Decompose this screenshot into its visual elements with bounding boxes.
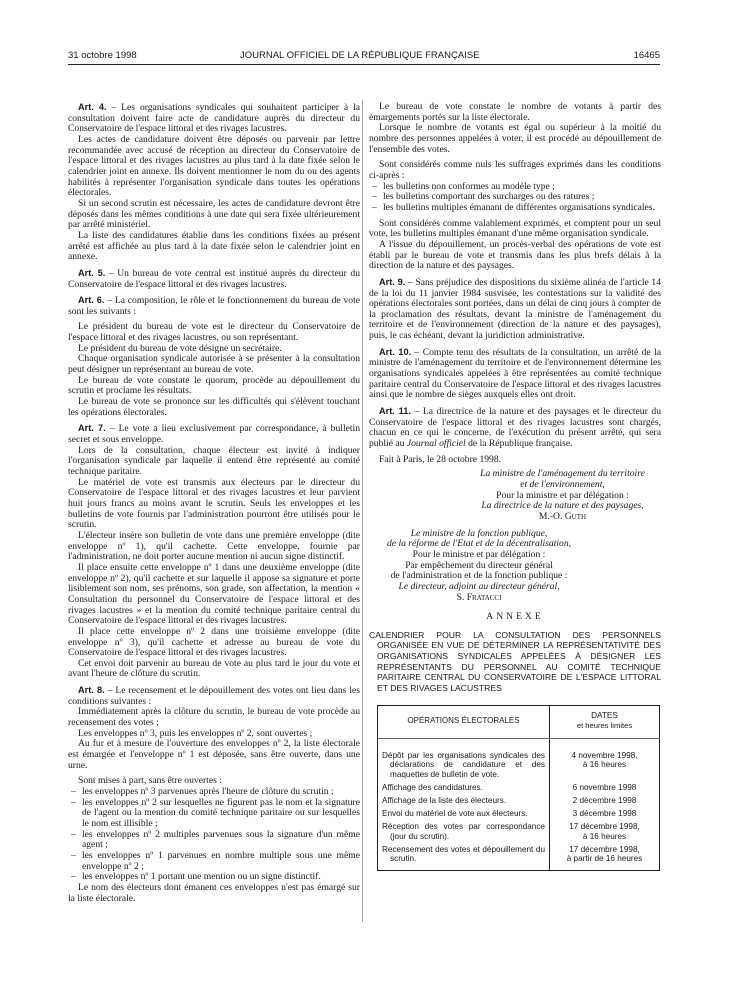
article-10 xyxy=(369,347,661,401)
table-row xyxy=(378,844,660,871)
article-7 xyxy=(68,423,360,680)
article-label: Art. 5. xyxy=(78,267,106,278)
paragraph: Les enveloppes nº 3, puis les enveloppes nº 2, sont ouvertes ; xyxy=(78,727,313,739)
header-journal-title: JOURNAL OFFICIEL DE LA RÉPUBLIQUE FRANÇAISE xyxy=(240,50,480,61)
table-row xyxy=(378,782,660,795)
paragraph: Le nom des électeurs dont émanent ces enveloppes n'est pas émargé sur la liste électorale. xyxy=(68,881,360,904)
operation-cell: Réception des votes par correspondance (jour du scrutin). xyxy=(378,821,550,844)
paragraph: Le bureau de vote constate le quorum, procède au dépouillement du scrutin et proclame les résultats. xyxy=(68,374,360,397)
signatory-name: M.-O. Guth xyxy=(538,510,587,522)
signatory-name: S. Fratacci xyxy=(456,591,502,603)
list-item: – les bulletins non conformes au modèle type ; xyxy=(383,182,661,193)
header-page-number: 16465 xyxy=(633,50,660,61)
signatory-title: Le ministre de la fonction publique, xyxy=(410,527,548,539)
signatory-title: et de l'environnement, xyxy=(520,479,605,490)
paragraph: L'électeur insère son bulletin de vote dans une première enveloppe (dite enveloppe nº 1), qu'il cachette. Cette enveloppe, fournie par l'administration, ne doit porter aucune mention ni aucun signe distinctif. xyxy=(68,529,360,563)
article-11 xyxy=(369,406,661,450)
paragraph: – Le recensement et le dépouillement des votes ont lieu dans les conditions suivantes : xyxy=(68,685,361,707)
paragraph: – Le vote a lieu exclusivement par correspondance, à bulletin secret et sous enveloppe. xyxy=(68,423,360,446)
table-header-row xyxy=(378,706,660,738)
article-label: Art. 11. xyxy=(379,406,411,417)
article-6 xyxy=(68,295,360,418)
date-value: 4 novembre 1998, xyxy=(571,750,638,760)
operation-cell: Affichage de la liste des électeurs. xyxy=(378,795,550,808)
paragraph: Lorsque le nombre de votants est égal ou supérieur à la moitié du nombre des personnes appelées à voter, il est procédé au dépouillement de l'ensemble des votes. xyxy=(369,122,661,155)
article-8 xyxy=(68,685,360,904)
annexe-title: ANNEXE xyxy=(486,611,544,623)
left-column xyxy=(68,102,360,904)
article-label: Art. 6. xyxy=(78,295,105,306)
article-label: Art. 4. xyxy=(78,102,107,112)
signature-block-ministre-amenagement xyxy=(464,469,661,522)
article-9 xyxy=(369,277,661,342)
list-item: – les enveloppes nº 2 sur lesquelles ne figurent pas le nom et la signature de l'agent ou la mention du comité technique paritaire ou sur lesquelles le nom est illisible ; xyxy=(82,798,360,830)
paragraph: – Sans préjudice des dispositions du sixième alinéa de l'article 14 de la loi du 11 janvier 1984 susvisée, les contestations sur la validité des opérations électorales sont portées, dans un délai de cinq jours à compter de la proclamation des résultats, devant la ministre de l'aménagement du territoire et de l'environnement (direction de la nature et des paysages), puis, le cas échéant, devant la juridiction administrative. xyxy=(369,276,661,342)
column-header-dates-title: DATES xyxy=(591,711,618,721)
table-row xyxy=(378,738,660,782)
article-label: Art. 9. xyxy=(379,276,406,287)
paragraph: Le matériel de vote est transmis aux électeurs par le directeur du Conservatoire de l'espace littoral et des rivages lacustres et leur parvient huit jours francs au moins avant le scrutin. Seuls les enveloppes et les bulletins de vote fournis par l'administration pourront être utilisés pour le scrutin. xyxy=(68,476,360,531)
date-value: 17 décembre 1998, xyxy=(569,844,640,854)
list-item: – les enveloppes nº 1 portant une mention ou un signe distinctif. xyxy=(82,872,360,883)
column-header-dates xyxy=(550,706,660,738)
article-4 xyxy=(68,102,360,263)
delegation-line: Pour la ministre et par délégation : xyxy=(496,489,629,501)
journal-officiel-reference: Journal officiel xyxy=(406,438,466,450)
signature-block-ministre-fonction-publique xyxy=(369,529,589,604)
paragraph: A l'issue du dépouillement, un procès-verbal des opérations de vote est établi par le bureau de vote et transmis dans les plus brefs délais à la direction de la nature et des paysages. xyxy=(369,238,661,272)
right-column xyxy=(369,102,661,871)
null-ballots-list xyxy=(369,182,661,214)
paragraph: Sont mises à part, sans être ouvertes : xyxy=(78,775,222,787)
excluded-envelopes-list xyxy=(68,787,360,883)
annexe-subtitle: CALENDRIER POUR LA CONSULTATION DES PERSONNELS ORGANISÉE EN VUE DE DÉTERMINER LA REPRÉSENTATIVITÉ DES ORGANISATIONS SYNDICALES APPELÉES À DÉSIGNER LES REPRÉSENTANTS DU PERSONNEL AU COMITÉ TECHNIQUE PARITAIRE CENTRAL DU CONSERVATOIRE DE L'ESPACE LITTORAL ET DES RIVAGES LACUSTRES xyxy=(369,629,661,693)
time-value: à 16 heures xyxy=(582,760,627,770)
header-date: 31 octobre 1998 xyxy=(68,50,137,61)
paragraph: Si un second scrutin est nécessaire, les actes de candidature devront être déposés dans les mêmes conditions à une date qui sera fixée ultérieurement par arrêté ministériel. xyxy=(68,197,360,231)
page-header xyxy=(68,40,660,65)
column-divider xyxy=(362,100,363,922)
list-item: – les bulletins multiples émanant de différentes organisations syndicales. xyxy=(383,203,661,214)
list-item: – les enveloppes nº 1 parvenues en nombre multiple sous une même enveloppe nº 2 ; xyxy=(82,851,360,872)
paragraph: Il place cette enveloppe nº 2 dans une troisième enveloppe (dite enveloppe nº 3), qu'il cachette et adresse au bureau de vote du Conservatoire de l'espace littoral et des rivages lacustres. xyxy=(68,625,360,659)
operation-cell: Envoi du matériel de vote aux électeurs. xyxy=(378,808,550,821)
article-label: Art. 10. xyxy=(379,346,412,357)
operation-cell: Recensement des votes et dépouillement du scrutin. xyxy=(378,844,550,871)
list-item: – les enveloppes nº 3 parvenues après l'heure de clôture du scrutin ; xyxy=(82,787,360,798)
delegation-line: de l'administration et de la fonction publique : xyxy=(390,570,568,582)
delegation-line: Pour le ministre et par délégation : xyxy=(412,548,546,560)
time-value: à partir de 16 heures xyxy=(566,854,643,864)
signatory-title: La ministre de l'aménagement du territoire xyxy=(480,468,645,480)
operation-cell: Dépôt par les organisations syndicales des déclarations de candidature et des maquettes de bulletin de vote. xyxy=(378,738,550,782)
paragraph: Lors de la consultation, chaque électeur est invité à indiquer l'organisation syndicale par laquelle il entend être représenté au comité technique paritaire. xyxy=(68,444,360,477)
paragraph: Chaque organisation syndicale autorisée à se présenter à la consultation peut désigner un représentant au bureau de vote. xyxy=(68,353,360,376)
list-item: – les bulletins comportant des surcharges ou des ratures ; xyxy=(383,192,661,203)
article-label: Art. 7. xyxy=(78,423,106,434)
table-row xyxy=(378,821,660,844)
paragraph: Cet envoi doit parvenir au bureau de vote au plus tard le jour du vote et avant l'heure de clôture du scrutin. xyxy=(68,657,360,680)
table-row xyxy=(378,808,660,821)
signatory-title: La directrice de la nature et des paysages, xyxy=(481,500,644,512)
signatory-title: de la réforme de l'Etat et de la décentralisation, xyxy=(386,538,572,550)
paragraph: – La directrice de la nature et des paysages et le directeur du Conservatoire de l'espace littoral et des rivages lacustres sont chargés, chacun en ce qui le concerne, de l'exécution du présent arrêté, qui sera publié au xyxy=(369,406,661,450)
column-header-dates-subtitle: et heures limites xyxy=(576,721,633,731)
electoral-calendar-table xyxy=(377,705,660,871)
paragraph: Les actes de candidature doivent être déposés ou parvenir par lettre recommandée avec accusé de réception au directeur du Conservatoire de l'espace littoral et des rivages lacustres au plus tard à la date fixée selon le calendrier joint en annexe. Ils doivent mentionner le nom du ou des agents habilités à représenter l'organisation syndicale dans toutes les opérations électorales. xyxy=(68,133,360,199)
paragraph: Immédiatement après la clôture du scrutin, le bureau de vote procède au recensement des votes ; xyxy=(68,706,360,729)
paragraph: – La composition, le rôle et le fonctionnement du bureau de vote sont les suivants : xyxy=(68,295,360,317)
paragraph: Le bureau de vote se prononce sur les difficultés qui s'élèvent touchant les opérations électorales. xyxy=(68,396,360,418)
date-value: 17 décembre 1998, xyxy=(569,822,640,832)
table-row xyxy=(378,795,660,808)
paragraph: Au fur et à mesure de l'ouverture des enveloppes nº 2, la liste électorale est émargée et l'enveloppe nº 1 est déposée, sans être ouverte, dans une urne. xyxy=(68,738,360,771)
article-5 xyxy=(68,268,360,290)
paragraph: – Les organisations syndicales qui souhaitent participer à la consultation doivent faire acte de candidature auprès du directeur du Conservatoire de l'espace littoral et des rivages lacustres. xyxy=(68,102,361,135)
annexe xyxy=(369,612,661,871)
paragraph: de la République française. xyxy=(465,438,573,450)
paragraph: La liste des candidatures établie dans les conditions fixées au présent arrêté est affichée au plus tard à la date fixée selon le calendrier joint en annexe. xyxy=(68,229,360,263)
delegation-line: Par empêchement du directeur général xyxy=(405,559,553,571)
date-cell xyxy=(550,821,660,844)
date-cell xyxy=(550,844,660,871)
paragraph: Sont considérés comme nuls les suffrages exprimés dans les conditions ci-après : xyxy=(369,159,661,181)
time-value: à 16 heures xyxy=(582,831,627,841)
date-cell: 6 novembre 1998 xyxy=(572,782,637,792)
paragraph: Il place ensuite cette enveloppe nº 1 dans une deuxième enveloppe (dite enveloppe nº 2), qu'il cachette et sur laquelle il appose sa signature et porte lisiblement son nom, ses prénoms, son grade, son affectation, la mention « Consultation du personnel du Conservatoire de l'espace littoral et des rivages lacustres » et la mention du comité technique paritaire central du Conservatoire de l'espace littoral et des rivages lacustres. xyxy=(68,561,360,627)
date-cell: 3 décembre 1998 xyxy=(572,809,637,819)
operation-cell: Affichage des candidatures. xyxy=(378,782,550,795)
paragraph: Le président du bureau de vote désigne un secrétaire. xyxy=(78,342,282,354)
article-8-continued xyxy=(369,102,661,272)
done-at-line: Fait à Paris, le 28 octobre 1998. xyxy=(379,453,502,465)
article-label: Art. 8. xyxy=(78,685,105,696)
paragraph: Sont considérés comme valablement exprimés, et comptent pour un seul vote, les bulletins multiples émanant d'une même organisation syndicale. xyxy=(369,217,661,240)
paragraph: – Compte tenu des résultats de la consultation, un arrêté de la ministre de l'aménagement du territoire et de l'environnement détermine les organisations syndicales appelées à être représentées au comité technique paritaire central du Conservatoire de l'espace littoral et des rivages lacustres ainsi que le nombre de sièges auxquels elles ont droit. xyxy=(369,346,661,401)
list-item: – les enveloppes nº 2 multiples parvenues sous la signature d'un même agent ; xyxy=(82,830,360,851)
date-cell xyxy=(550,738,660,782)
signatory-title: Le directeur, adjoint au directeur général, xyxy=(398,580,560,592)
paragraph: Le président du bureau de vote est le directeur du Conservatoire de l'espace littoral et des rivages lacustres, ou son représentant. xyxy=(68,321,360,344)
column-header-operations: OPÉRATIONS ÉLECTORALES xyxy=(378,706,550,738)
paragraph: – Un bureau de vote central est institué auprès du directeur du Conservatoire de l'espace littoral et des rivages lacustres. xyxy=(68,267,360,290)
paragraph: Le bureau de vote constate le nombre de votants à partir des émargements portés sur la liste électorale. xyxy=(369,101,661,123)
date-cell: 2 décembre 1998 xyxy=(572,796,637,805)
